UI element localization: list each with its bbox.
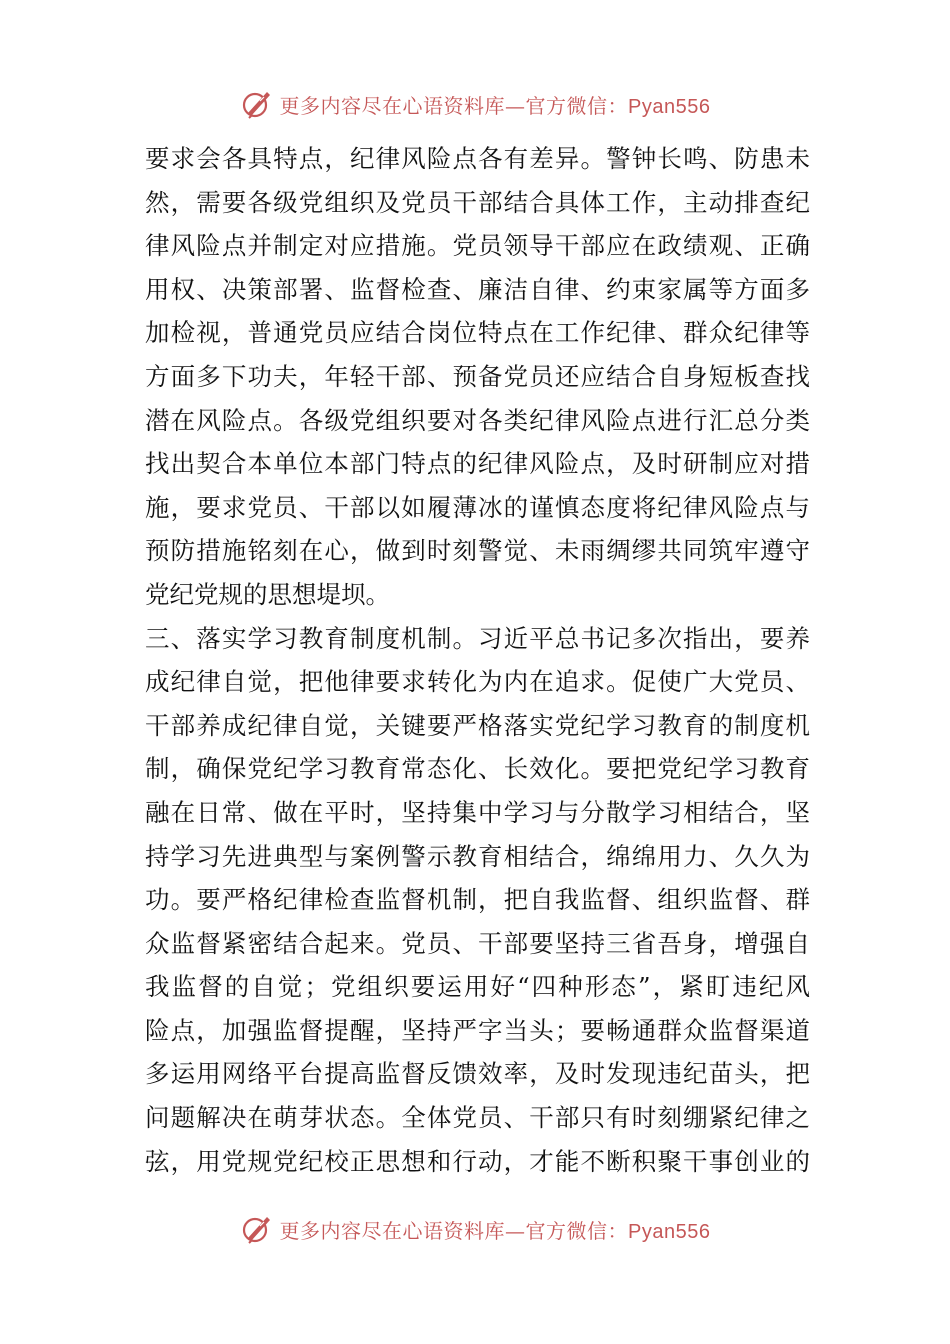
text-line: 功。要严格纪律检查监督机制，把自我监督、组织监督、群 — [145, 885, 810, 915]
text-line: 我监督的自觉；党组织要运用好“四种形态”，紧盯违纪风 — [145, 972, 810, 1002]
text-line: 融在日常、做在平时，坚持集中学习与分散学习相结合，坚 — [145, 797, 810, 827]
text-line: 众监督紧密结合起来。党员、干部要坚持三省吾身，增强自 — [145, 928, 810, 958]
text-line: 党纪党规的思想堤坝。 — [145, 579, 390, 609]
footer-banner-wechat-id: Pyan556 — [628, 1220, 711, 1243]
footer-banner-label: 更多内容尽在心语资料库—官方微信： — [279, 1218, 629, 1243]
quill-logo-icon — [240, 1212, 274, 1246]
text-line: 问题解决在萌芽状态。全体党员、干部只有时刻绷紧纪律之 — [145, 1103, 810, 1133]
header-banner-text — [280, 90, 711, 119]
text-line: 要求会各具特点，纪律风险点各有差异。警钟长鸣、防患未 — [145, 144, 810, 173]
text-line: 用权、决策部署、监督检查、廉洁自律、约束家属等方面多 — [145, 274, 810, 304]
text-line: 找出契合本单位本部门特点的纪律风险点，及时研制应对措 — [145, 449, 810, 479]
text-line: 制，确保党纪学习教育常态化、长效化。要把党纪学习教育 — [145, 754, 810, 784]
text-line: 多运用网络平台提高监督反馈效率，及时发现违纪苗头，把 — [145, 1059, 810, 1089]
header-banner-wechat-id: Pyan556 — [628, 95, 711, 118]
text-line: 方面多下功夫，年轻干部、预备党员还应结合自身短板查找 — [145, 361, 810, 391]
text-line: 然，需要各级党组织及党员干部结合具体工作，主动排查纪 — [145, 187, 810, 217]
text-line: 持学习先进典型与案例警示教育相结合，绵绵用力、久久为 — [145, 841, 810, 871]
text-line: 成纪律自觉，把他律要求转化为内在追求。促使广大党员、 — [145, 667, 810, 697]
text-line: 干部养成纪律自觉，关键要严格落实党纪学习教育的制度机 — [145, 710, 810, 740]
header-banner-label: 更多内容尽在心语资料库—官方微信： — [279, 93, 629, 118]
footer-banner-text — [280, 1215, 711, 1244]
text-line: 弦，用党规党纪校正思想和行动，才能不断积聚干事创业的 — [145, 1146, 810, 1176]
text-line: 潜在风险点。各级党组织要对各类纪律风险点进行汇总分类 — [145, 405, 810, 435]
quill-logo-icon — [240, 87, 274, 121]
text-line: 险点，加强监督提醒，坚持严字当头；要畅通群众监督渠道 — [145, 1015, 810, 1045]
header-banner — [0, 84, 950, 124]
text-line: 律风险点并制定对应措施。党员领导干部应在政绩观、正确 — [145, 231, 810, 261]
footer-banner — [0, 1209, 950, 1249]
text-line: 施，要求党员、干部以如履薄冰的谨慎态度将纪律风险点与 — [145, 492, 810, 522]
text-line: 加检视，普通党员应结合岗位特点在工作纪律、群众纪律等 — [145, 318, 810, 348]
document-body — [145, 137, 810, 1183]
section-heading-line: 三、落实学习教育制度机制。习近平总书记多次指出，要养 — [145, 623, 810, 653]
text-line: 预防措施铭刻在心，做到时刻警觉、未雨绸缪共同筑牢遵守 — [145, 536, 810, 566]
